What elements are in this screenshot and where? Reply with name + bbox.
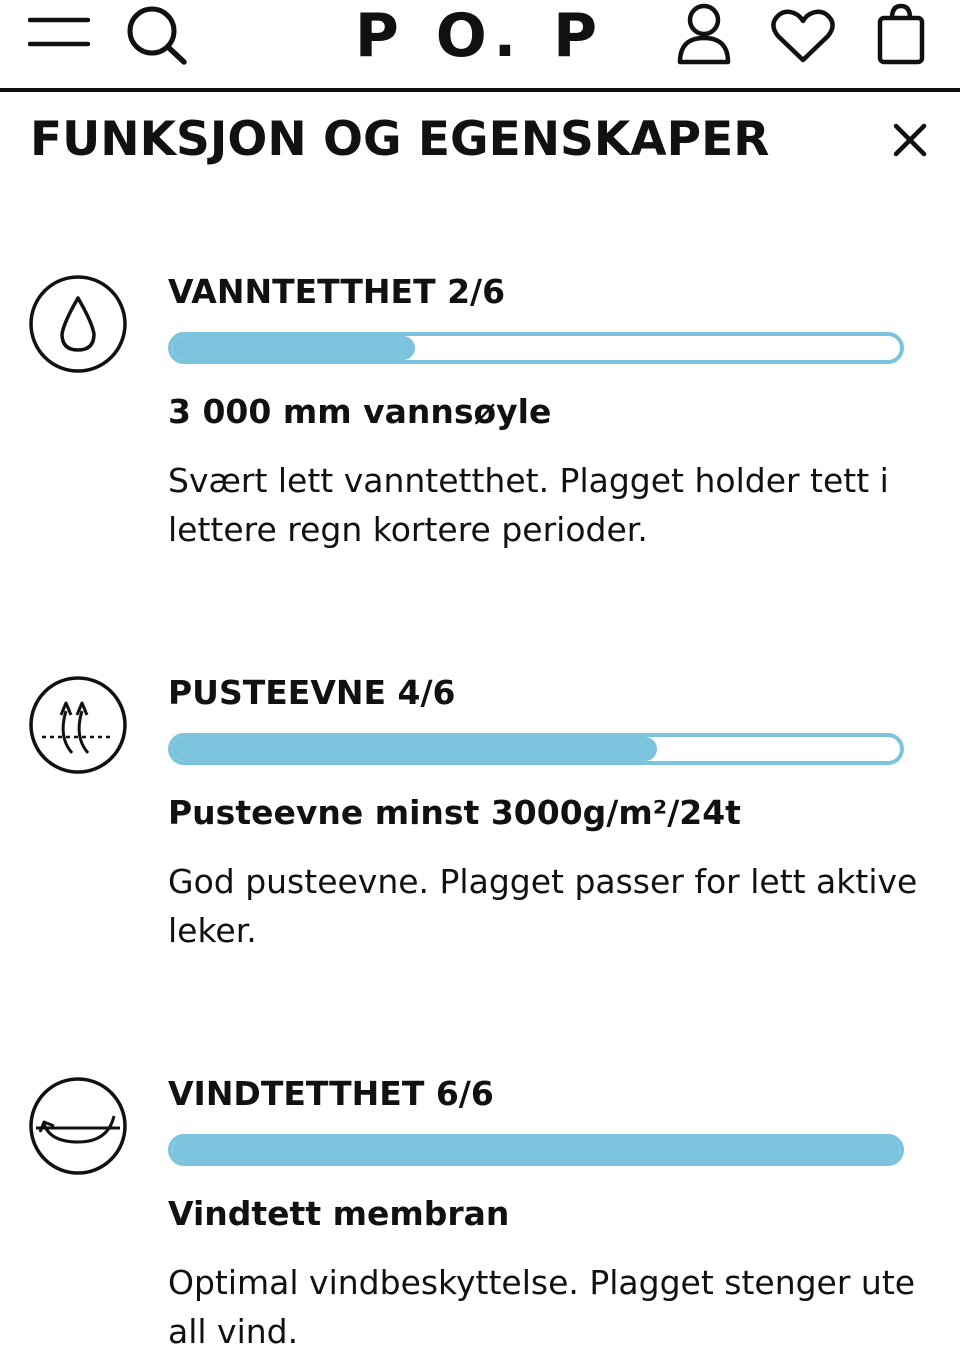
top-navigation-bar	[0, 0, 960, 92]
rating-meter-fill	[172, 737, 657, 761]
feature-subtitle: 3 000 mm vannsøyle	[168, 392, 552, 431]
feature-description: God pusteevne. Plagget passer for lett aktive leker.	[168, 862, 918, 950]
breathability-icon	[28, 675, 128, 775]
rating-meter	[168, 1134, 904, 1166]
rating-meter	[168, 733, 904, 765]
feature-heading: PUSTEEVNE 4/6	[168, 673, 456, 712]
panel-title: FUNKSJON OG EGENSKAPER	[30, 112, 770, 167]
feature-description: Optimal vindbeskyttelse. Plagget stenger ute all vind.	[168, 1263, 916, 1351]
feature-description: Svært lett vanntetthet. Plagget holder tett i lettere regn kortere perioder.	[168, 461, 889, 549]
user-icon[interactable]	[674, 2, 734, 66]
windproof-icon	[28, 1076, 128, 1176]
close-icon[interactable]	[888, 118, 932, 162]
shopping-bag-icon[interactable]	[874, 2, 928, 66]
rating-meter-fill	[172, 1138, 900, 1162]
brand-logo[interactable]: P O. P	[354, 1, 606, 71]
feature-subtitle: Pusteevne minst 3000g/m²/24t	[168, 793, 741, 832]
feature-heading: VANNTETTHET 2/6	[168, 272, 506, 311]
water-drop-icon	[28, 274, 128, 374]
feature-subtitle: Vindtett membran	[168, 1194, 510, 1233]
hamburger-menu-icon[interactable]	[28, 14, 92, 54]
rating-meter	[168, 332, 904, 364]
search-icon[interactable]	[124, 4, 190, 66]
feature-heading: VINDTETTHET 6/6	[168, 1074, 494, 1113]
rating-meter-fill	[172, 336, 415, 360]
heart-icon[interactable]	[770, 6, 836, 66]
